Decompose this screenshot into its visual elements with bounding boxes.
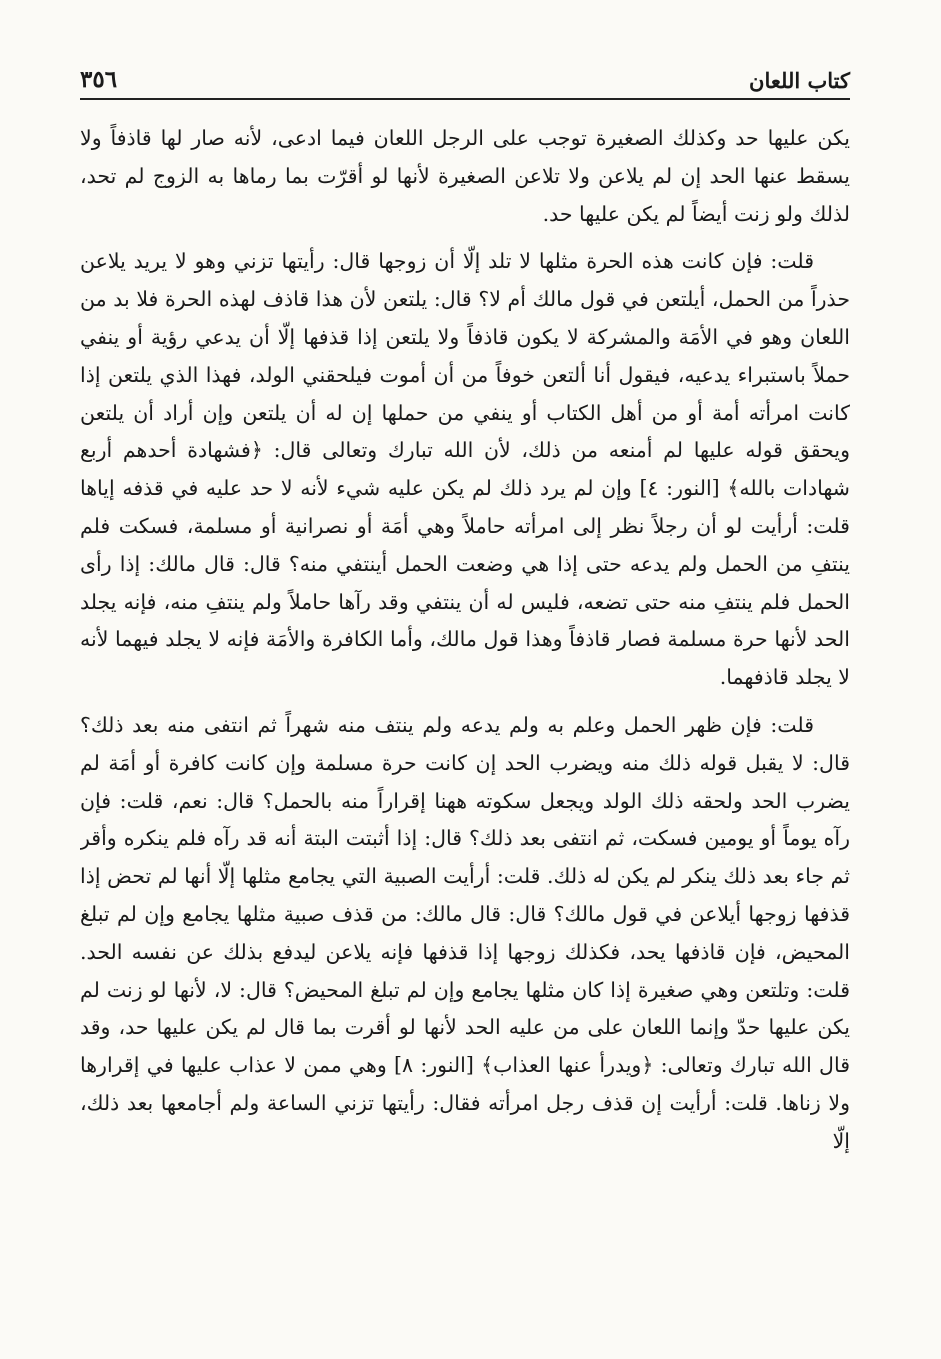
page-body [80,120,850,1340]
running-header [80,60,850,100]
paragraph: قلت: فإن كانت هذه الحرة مثلها لا تلد إلّا أن زوجها قال: رأيتها تزني وهو لا يريد يلاعن حذراً من الحمل، أيلتعن في قول مالك أم لا؟ قال: يلتعن لأن هذا قاذف لهذه الحرة فلا بد من اللعان وهو في الأمَة والمشركة لا يكون قاذفاً ولا يلتعن إذا قذفها إلّا أن يدعي رؤية أو ينفي حملاً باستبراء يدعيه، فيقول أنا ألتعن خوفاً من أن أموت فيلحقني الولد، فهذا الذي يلتعن إذا كانت امرأته أمة أو من أهل الكتاب أو ينفي من حملها إن له أن يلتعن وإن أراد أن يلتعن ويحقق قوله عليها لم أمنعه من ذلك، لأن الله تبارك وتعالى قال: ﴿فشهادة أحدهم أربع شهادات بالله﴾ [النور: ٤] وإن لم يرد ذلك لم يكن عليه شيء لأنه لا حد عليه في قذفه إياها قلت: أرأيت لو أن رجلاً نظر إلى امرأته حاملاً وهي أمَة أو نصرانية أو مسلمة، فسكت فلم ينتفِ من الحمل ولم يدعه حتى إذا هي وضعت الحمل أينتفي منه؟ قال: قال مالك: إذا رأى الحمل فلم ينتفِ منه حتى تضعه، فليس له أن ينتفي وقد رآها حاملاً ولم ينتفِ منه، فإنه يجلد الحد لأنها حرة مسلمة فصار قاذفاً وهذا قول مالك، وأما الكافرة والأمَة فإنه لا يجلد فيهما لأنه لا يجلد قاذفهما. [80,249,850,690]
chapter-title: كتاب اللعان [749,68,850,93]
page-number: ٣٥٦ [80,66,118,93]
paragraph: يكن عليها حد وكذلك الصغيرة توجب على الرجل اللعان فيما ادعى، لأنه صار لها قاذفاً ولا يسقط عنها الحد إن لم يلاعن ولا تلاعن الصغيرة لأنها لو أقرّت بما رماها به الزوج لم تحد، لذلك ولو زنت أيضاً لم يكن عليها حد. [80,126,850,226]
header-rule [80,98,850,100]
paragraph: قلت: فإن ظهر الحمل وعلم به ولم يدعه ولم ينتف منه شهراً ثم انتفى منه بعد ذلك؟ قال: لا يقبل قوله ذلك منه ويضرب الحد إن كانت حرة مسلمة وإن كانت كافرة أو أمَة لم يضرب الحد ولحقه ذلك الولد ويجعل سكوته ههنا إقراراً منه بالحمل؟ قال: نعم، قلت: فإن رآه يوماً أو يومين فسكت، ثم انتفى بعد ذلك؟ قال: إذا أثبتت البتة أنه قد رآه فلم ينكره وأقر ثم جاء بعد ذلك ينكر لم يكن له ذلك. قلت: أرأيت الصبية التي يجامع مثلها إلّا أنها لم تحض إذا قذفها زوجها أيلاعن في قول مالك؟ قال: قال مالك: من قذف صبية مثلها يجامع وإن لم تبلغ المحيض، فإن قاذفها يحد، فكذلك زوجها إذا قذفها فإنه يلاعن ليدفع بذلك عن نفسه الحد. قلت: وتلتعن وهي صغيرة إذا كان مثلها يجامع وإن لم تبلغ المحيض؟ قال: لا، لأنها لو زنت لم يكن عليها حدّ وإنما اللعان على من عليه الحد لأنها لو أقرت بما قال لم يكن عليها حد، وقد قال الله تبارك وتعالى: ﴿ويدرأ عنها العذاب﴾ [النور: ٨] وهي ممن لا عذاب عليها في إقرارها ولا زناها. قلت: أرأيت إن قذف رجل امرأته فقال: رأيتها تزني الساعة ولم أجامعها بعد ذلك، إلّا [80,712,850,1153]
